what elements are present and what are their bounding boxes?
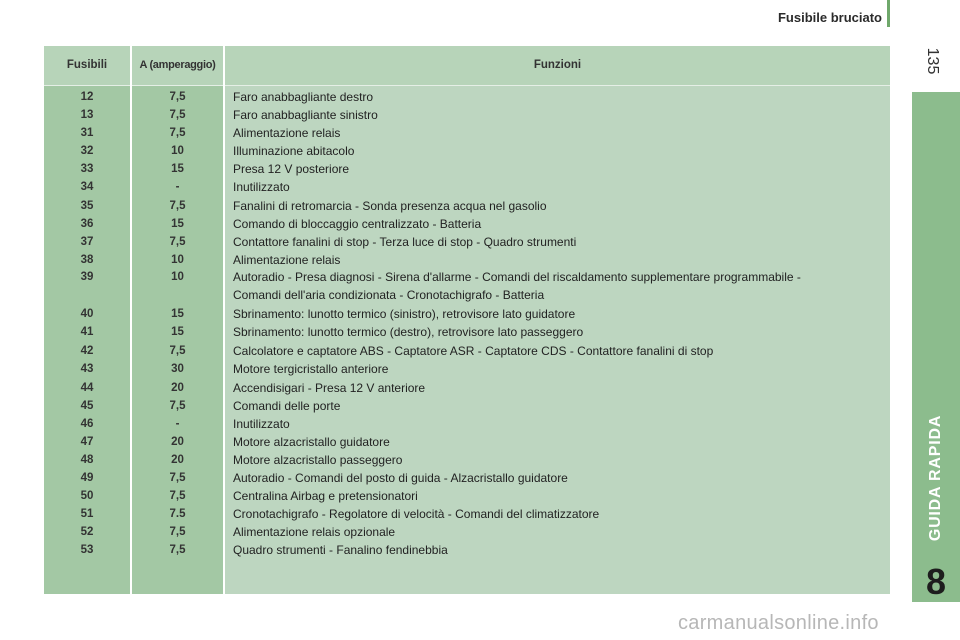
fuse-number: 52: [80, 526, 94, 538]
fuse-number: 50: [80, 490, 94, 502]
fuse-number: 33: [80, 163, 94, 175]
table-row: [44, 178, 890, 196]
fuse-function: Motore alzacristallo guidatore: [233, 435, 390, 449]
fuse-function: Accendisigari - Presa 12 V anteriore: [233, 381, 426, 395]
column-header-fuse: Fusibili: [66, 59, 108, 71]
table-row: [44, 160, 890, 178]
page-number-text: 135: [924, 47, 941, 75]
fuse-amperage: 7,5: [169, 400, 186, 412]
fuse-amperage: 7,5: [169, 109, 186, 121]
table-row: [44, 505, 890, 523]
column-header-amperage: A (amperaggio): [139, 59, 216, 71]
fuse-function: Comandi delle porte: [233, 399, 341, 413]
fuse-amperage: 15: [171, 326, 184, 338]
fuse-number: 51: [80, 508, 94, 520]
fuse-amperage: 30: [171, 363, 184, 375]
fuse-function: Comandi dell'aria condizionata - Cronotachigrafo - Batteria: [233, 288, 545, 302]
fuse-number: 36: [80, 218, 94, 230]
fuse-amperage: 20: [171, 382, 184, 394]
table-row: [44, 305, 890, 323]
fuse-function: Quadro strumenti - Fanalino fendinebbia: [233, 543, 448, 557]
fuse-function: Fanalini di retromarcia - Sonda presenza acqua nel gasolio: [233, 199, 547, 213]
fuse-function: Faro anabbagliante sinistro: [233, 108, 378, 122]
fuse-amperage: 10: [171, 145, 184, 157]
column-header-functions: Funzioni: [533, 59, 582, 71]
table-row: [44, 268, 890, 302]
fuse-number: 31: [80, 127, 94, 139]
fuse-function: Motore tergicristallo anteriore: [233, 362, 389, 376]
table-row: [44, 397, 890, 415]
fuse-function: Alimentazione relais: [233, 253, 341, 267]
fuse-amperage: 10: [171, 254, 184, 266]
chapter-side-label: GUIDA RAPIDA: [927, 414, 944, 542]
fuse-amperage: 20: [171, 436, 184, 448]
table-row: [44, 487, 890, 505]
fuse-function: Illuminazione abitacolo: [233, 144, 355, 158]
fuse-amperage: 20: [171, 454, 184, 466]
fuse-function: Sbrinamento: lunotto termico (sinistro), retrovisore lato guidatore: [233, 307, 576, 321]
fuse-table: [44, 46, 890, 594]
table-row: [44, 451, 890, 469]
fuse-number: 37: [80, 236, 94, 248]
table-row: [44, 142, 890, 160]
fuse-function: Autoradio - Comandi del posto di guida - Alzacristallo guidatore: [233, 471, 568, 485]
fuse-amperage: 10: [171, 271, 184, 283]
fuse-number: 47: [80, 436, 94, 448]
table-row: [44, 251, 890, 269]
fuse-amperage: 7,5: [169, 472, 186, 484]
fuse-function: Autoradio - Presa diagnosi - Sirena d'allarme - Comandi del riscaldamento supplementare programmabile -: [233, 270, 801, 284]
fuse-number: 42: [80, 345, 94, 357]
fuse-function: Motore alzacristallo passeggero: [233, 453, 403, 467]
fuse-amperage: -: [175, 181, 180, 193]
table-row: [44, 233, 890, 251]
fuse-function: Contattore fanalini di stop - Terza luce di stop - Quadro strumenti: [233, 235, 577, 249]
fuse-amperage: 7,5: [169, 91, 186, 103]
fuse-amperage: -: [175, 418, 180, 430]
watermark: carmanualsonline.info: [678, 612, 879, 634]
fuse-number: 38: [80, 254, 94, 266]
table-row: [44, 379, 890, 397]
fuse-number: 40: [80, 308, 94, 320]
fuse-function: Cronotachigrafo - Regolatore di velocità - Comandi del climatizzatore: [233, 507, 600, 521]
fuse-amperage: 7,5: [169, 544, 186, 556]
fuse-amperage: 7,5: [169, 345, 186, 357]
table-row: [44, 88, 890, 106]
fuse-number: 13: [80, 109, 94, 121]
table-row: [44, 360, 890, 378]
table-row: [44, 433, 890, 451]
fuse-function: Sbrinamento: lunotto termico (destro), retrovisore lato passeggero: [233, 325, 584, 339]
fuse-number: 49: [80, 472, 94, 484]
fuse-number: 41: [80, 326, 94, 338]
table-row: [44, 215, 890, 233]
table-row: [44, 523, 890, 541]
fuse-number: 43: [80, 363, 94, 375]
fuse-function: Presa 12 V posteriore: [233, 162, 350, 176]
table-row: [44, 541, 890, 559]
fuse-number: 39: [80, 271, 94, 283]
fuse-number: 12: [80, 91, 94, 103]
table-row: [44, 469, 890, 487]
chapter-number: 8: [925, 561, 947, 602]
fuse-function: Comando di bloccaggio centralizzato - Batteria: [233, 217, 482, 231]
fuse-amperage: 7,5: [169, 236, 186, 248]
fuse-function: Faro anabbagliante destro: [233, 90, 374, 104]
page-number: [925, 46, 939, 76]
fuse-amperage: 15: [171, 218, 184, 230]
fuse-amperage: 7,5: [169, 526, 186, 538]
fuse-amperage: 7,5: [169, 127, 186, 139]
fuse-number: 45: [80, 400, 94, 412]
page-header-title: Fusibile bruciato: [777, 10, 882, 25]
fuse-amperage: 7,5: [169, 490, 186, 502]
fuse-amperage: 15: [171, 163, 184, 175]
fuse-function: Centralina Airbag e pretensionatori: [233, 489, 418, 503]
fuse-function: Inutilizzato: [233, 180, 290, 194]
fuse-function: Calcolatore e captatore ABS - Captatore ASR - Captatore CDS - Contattore fanalini di stop: [233, 344, 714, 358]
fuse-number: 34: [80, 181, 94, 193]
table-header: [44, 46, 890, 86]
table-row: [44, 197, 890, 215]
fuse-number: 44: [80, 382, 94, 394]
table-row: [44, 342, 890, 360]
fuse-amperage: 15: [171, 308, 184, 320]
fuse-number: 32: [80, 145, 94, 157]
table-row: [44, 124, 890, 142]
table-row: [44, 106, 890, 124]
fuse-function: Inutilizzato: [233, 417, 290, 431]
fuse-number: 48: [80, 454, 94, 466]
fuse-function: Alimentazione relais: [233, 126, 341, 140]
fuse-function: Alimentazione relais opzionale: [233, 525, 396, 539]
fuse-number: 46: [80, 418, 94, 430]
fuse-amperage: 7,5: [169, 200, 186, 212]
fuse-number: 53: [80, 544, 94, 556]
fuse-amperage: 7.5: [169, 508, 186, 520]
header-accent-bar: [887, 0, 890, 27]
fuse-number: 35: [80, 200, 94, 212]
table-row: [44, 415, 890, 433]
table-row: [44, 323, 890, 341]
